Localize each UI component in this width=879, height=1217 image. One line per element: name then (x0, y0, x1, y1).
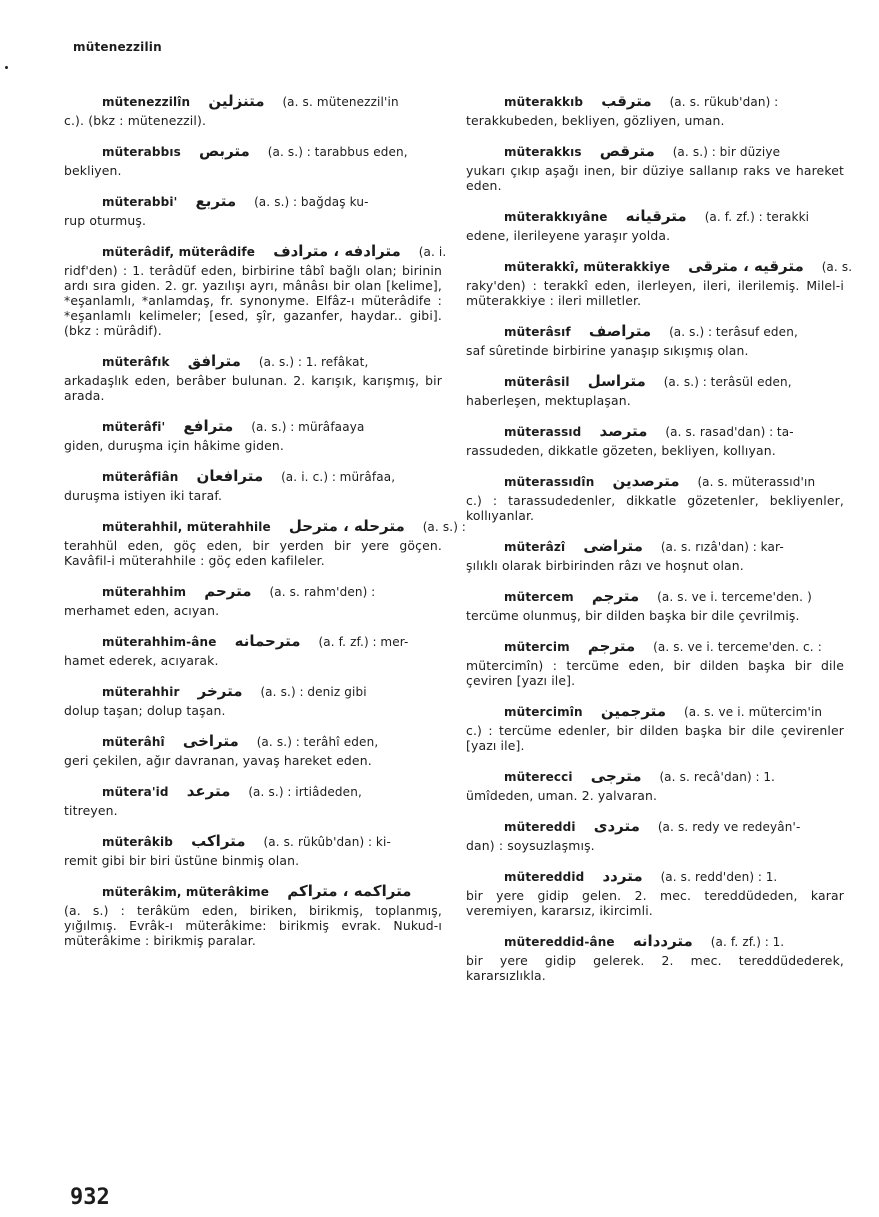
headword: müterabbi' (102, 195, 178, 209)
definition: ümîdeden, uman. 2. yalvaran. (466, 788, 658, 803)
arabic-script: مترجى (590, 767, 642, 785)
grammar-note: (a. s.) : bağdaş ku- (254, 195, 369, 209)
grammar-note: (a. s. ve i. terceme'den. c. : (653, 640, 822, 654)
definition: titreyen. (64, 803, 118, 818)
definition: (a. s.) : terâküm eden, biriken, birikmiş, toplanmış, yığılmış. Evrâk-ı müterâkime: birikmiş evrak. Nukud-ı müterâkime : birikmiş paralar. (64, 903, 442, 948)
arabic-script: متراصف (588, 322, 652, 340)
definition: rup oturmuş. (64, 213, 147, 228)
arabic-script: مترحله ، مترحل (288, 517, 405, 535)
arabic-script: مترافعان (196, 467, 264, 485)
entry-head (64, 242, 447, 261)
headword: müterâfık (102, 355, 170, 369)
definition: c.) : tarassudedenler, dikkatle gözetenler, bekliyenler, kollıyanlar. (466, 493, 844, 523)
arabic-script: مترحم (204, 582, 252, 600)
dictionary-entry (466, 372, 844, 408)
dictionary-entry (64, 467, 442, 503)
headword: müterâfiân (102, 470, 179, 484)
entry-head (466, 142, 844, 161)
headword: mütereddid (504, 870, 585, 884)
definition: geri çekilen, ağır davranan, yavaş hareket eden. (64, 753, 372, 768)
arabic-script: متربع (195, 192, 237, 210)
definition: hamet ederek, acıyarak. (64, 653, 219, 668)
dictionary-entry (64, 142, 442, 178)
grammar-note: (a. s.) : deniz gibi (260, 685, 367, 699)
definition: bekliyen. (64, 163, 122, 178)
grammar-note: (a. s. (821, 260, 853, 274)
entry-head (466, 92, 844, 111)
definition: terakkubeden, bekliyen, gözliyen, uman. (466, 113, 725, 128)
headword: müterakkî, müterakkiye (504, 260, 671, 274)
page-number: 932 (70, 1185, 110, 1210)
grammar-note: (a. i. (418, 245, 447, 259)
arabic-script: مترقص (599, 142, 655, 160)
entry-head (64, 517, 466, 536)
dictionary-entry (64, 242, 447, 338)
arabic-script: مترقب (601, 92, 652, 110)
arabic-script: مترددانه (632, 932, 693, 950)
dictionary-entry (466, 257, 853, 308)
grammar-note: (a. s.) : (422, 520, 466, 534)
headword: müterakkıyâne (504, 210, 608, 224)
arabic-script: متربص (198, 142, 250, 160)
arabic-script: مترصدين (612, 472, 680, 490)
dictionary-entry (466, 322, 844, 358)
grammar-note: (a. s.) : irtiâdeden, (248, 785, 362, 799)
arabic-script: مترخر (197, 682, 243, 700)
headword: mütereddid-âne (504, 935, 615, 949)
arabic-script: مترافع (183, 417, 234, 435)
headword: müterecci (504, 770, 573, 784)
definition: c.). (bkz : mütenezzil). (64, 113, 207, 128)
dictionary-entry (466, 207, 844, 243)
arabic-script: مترافق (187, 352, 241, 370)
headword: müterabbıs (102, 145, 181, 159)
headword: müterâsıf (504, 325, 571, 339)
grammar-note: (a. s. rükûb'dan) : ki- (263, 835, 391, 849)
definition: duruşma istiyen iki taraf. (64, 488, 223, 503)
definition: dolup taşan; dolup taşan. (64, 703, 226, 718)
dictionary-entry (466, 767, 844, 803)
entry-head (466, 472, 844, 491)
arabic-script: مترقيانه (625, 207, 687, 225)
entry-head (466, 587, 844, 606)
headword: müterahhil, müterahhile (102, 520, 271, 534)
entry-head (466, 422, 844, 441)
headword: müterakkıs (504, 145, 582, 159)
left-column (64, 92, 466, 962)
headword: mütercimîn (504, 705, 583, 719)
grammar-note: (a. s. ve i. mütercim'in (684, 705, 823, 719)
entry-head (466, 637, 844, 656)
grammar-note: (a. s. recâ'dan) : 1. (659, 770, 775, 784)
definition: c.) : tercüme edenler, bir dilden başka bir dile çevirenler [yazı ile]. (466, 723, 844, 753)
dictionary-entry (466, 932, 844, 983)
grammar-note: (a. s.) : 1. refâkat, (258, 355, 369, 369)
dictionary-entry (64, 882, 442, 948)
grammar-note: (a. f. zf.) : terakki (704, 210, 810, 224)
grammar-note: (a. s. redy ve redeyân'- (657, 820, 801, 834)
entry-head (64, 732, 442, 751)
entry-head (64, 417, 442, 436)
dictionary-entry (64, 417, 442, 453)
grammar-note: (a. s.) : terâsuf eden, (669, 325, 798, 339)
headword: müterassıd (504, 425, 582, 439)
grammar-note: (a. s. rahm'den) : (269, 585, 376, 599)
dictionary-entry (466, 867, 844, 918)
right-column (466, 92, 853, 997)
entry-head (64, 192, 442, 211)
grammar-note: (a. s. rasad'dan) : ta- (665, 425, 794, 439)
definition: raky'den) : terakkî eden, ilerleyen, ileri, ilerilemiş. Milel-i müterakkiye : ileri milletler. (466, 278, 844, 308)
arabic-script: مترجمين (600, 702, 667, 720)
headword: müterâkim, müterâkime (102, 885, 270, 899)
margin-mark (5, 66, 8, 69)
dictionary-entry (64, 682, 442, 718)
grammar-note: (a. s.) : mürâfaaya (251, 420, 365, 434)
headword: müterâfi' (102, 420, 166, 434)
arabic-script: مترعد (186, 782, 231, 800)
headword: müterâhî (102, 735, 165, 749)
grammar-note: (a. s.) : bir düziye (672, 145, 781, 159)
headword: müterâdif, müterâdife (102, 245, 256, 259)
entry-head (64, 782, 442, 801)
arabic-script: مترجم (591, 587, 640, 605)
dictionary-entry (466, 92, 844, 128)
grammar-note: (a. s.) : tarabbus eden, (267, 145, 408, 159)
arabic-script: مترجم (587, 637, 636, 655)
grammar-note: (a. f. zf.) : mer- (318, 635, 409, 649)
arabic-script: متردى (593, 817, 640, 835)
entry-head (466, 537, 844, 556)
grammar-note: (a. s. müterassıd'ın (697, 475, 816, 489)
dictionary-entry (64, 92, 442, 128)
dictionary-entry (466, 637, 844, 688)
arabic-script: متراكمه ، متراكم (287, 882, 412, 900)
dictionary-entry (64, 732, 442, 768)
definition: bir yere gidip gelen. 2. mec. tereddüdeden, karar veremiyen, kararsız, ikircimli. (466, 888, 844, 918)
headword: müterahhim (102, 585, 187, 599)
definition: dan) : soysuzlaşmış. (466, 838, 595, 853)
dictionary-entry (466, 537, 844, 573)
headword: müterahhim-âne (102, 635, 217, 649)
grammar-note: (a. s.) : terâsül eden, (663, 375, 792, 389)
entry-head (64, 142, 442, 161)
entry-head (466, 257, 853, 276)
dictionary-entry (466, 472, 844, 523)
dictionary-entry (64, 352, 442, 403)
grammar-note: (a. s.) : terâhî eden, (256, 735, 379, 749)
dictionary-entry (64, 782, 442, 818)
entry-head (466, 932, 844, 951)
headword: mütereddi (504, 820, 576, 834)
definition: bir yere gidip gelerek. 2. mec. tereddüdederek, kararsızlıkla. (466, 953, 844, 983)
entry-head (64, 352, 442, 371)
grammar-note: (a. s. rükub'dan) : (669, 95, 779, 109)
dictionary-entry (64, 517, 466, 568)
definition: giden, duruşma için hâkime giden. (64, 438, 284, 453)
grammar-note: (a. s. mütenezzil'in (282, 95, 399, 109)
arabic-script: مترحمانه (234, 632, 301, 650)
grammar-note: (a. s. rızâ'dan) : kar- (660, 540, 784, 554)
dictionary-entry (466, 817, 844, 853)
entry-head (466, 207, 844, 226)
arabic-script: متراسل (587, 372, 646, 390)
entry-head (64, 632, 442, 651)
entry-head (64, 92, 442, 111)
headword: müterassıdîn (504, 475, 595, 489)
definition: yukarı çıkıp aşağı inen, bir düziye sallanıp raks ve hareket eden. (466, 163, 844, 193)
headword: mütercem (504, 590, 574, 604)
entry-head (64, 882, 442, 901)
definition: haberleşen, mektuplaşan. (466, 393, 631, 408)
headword: müterakkıb (504, 95, 584, 109)
headword: müterâkib (102, 835, 173, 849)
entry-head (64, 582, 442, 601)
definition: tercüme olunmuş, bir dilden başka bir dile çevrilmiş. (466, 608, 800, 623)
entry-head (466, 322, 844, 341)
definition: ridf'den) : 1. terâdüf eden, birbirine tâbî bağlı olan; birinin ardı sıra giden. 2. gr. yazılışı ayrı, mânâsı bir olan [kelime], *eşanlamlı, *anlamdaş, fr. synonyme. Elfâz-ı müterâdife : *eşanlamlı kelimeler; [esed, şîr, gazanfer, haydar.. gibi]. (bkz : mürâdif). (64, 263, 442, 338)
arabic-script: متنزلين (208, 92, 265, 110)
entry-head (466, 767, 844, 786)
headword: mütenezzilîn (102, 95, 191, 109)
grammar-note: (a. s. redd'den) : 1. (660, 870, 778, 884)
dictionary-entry (466, 702, 844, 753)
entry-head (64, 682, 442, 701)
grammar-note: (a. i. c.) : mürâfaa, (281, 470, 396, 484)
dictionary-entry (466, 587, 844, 623)
dictionary-entry (64, 192, 442, 228)
arabic-script: متردد (602, 867, 643, 885)
dictionary-entry (64, 582, 442, 618)
headword: müterahhir (102, 685, 180, 699)
entry-head (466, 702, 844, 721)
entry-head (466, 867, 844, 886)
arabic-script: متراضى (583, 537, 643, 555)
definition: mütercimîn) : tercüme eden, bir dilden başka bir dile çeviren [yazı ile]. (466, 658, 844, 688)
dictionary-entry (466, 142, 844, 193)
dictionary-entry (64, 832, 442, 868)
arabic-script: متراكب (191, 832, 246, 850)
arabic-script: مترصد (599, 422, 648, 440)
headword: mütercim (504, 640, 570, 654)
entry-head (64, 467, 442, 486)
definition: edene, ilerileyene yaraşır yolda. (466, 228, 671, 243)
definition: şılıklı olarak birbirinden râzı ve hoşnut olan. (466, 558, 744, 573)
definition: arkadaşlık eden, berâber bulunan. 2. karışık, karışmış, bir arada. (64, 373, 442, 403)
headword: müterâsil (504, 375, 570, 389)
arabic-script: مترقيه ، مترقى (688, 257, 804, 275)
entry-head (466, 817, 844, 836)
running-head: mütenezzilin (73, 40, 162, 54)
headword: müterâzî (504, 540, 566, 554)
definition: rassudeden, dikkatle gözeten, bekliyen, kollıyan. (466, 443, 776, 458)
headword: mütera'id (102, 785, 169, 799)
definition: saf sûretinde birbirine yanaşıp sıkışmış olan. (466, 343, 749, 358)
definition: remit gibi bir biri üstüne binmiş olan. (64, 853, 300, 868)
definition: merhamet eden, acıyan. (64, 603, 220, 618)
definition: terahhül eden, göç eden, bir yerden bir yere göçen. Kavâfil-i müterahhile : göç eden kafileler. (64, 538, 442, 568)
arabic-script: مترادفه ، مترادف (273, 242, 401, 260)
dictionary-entry (64, 632, 442, 668)
grammar-note: (a. f. zf.) : 1. (710, 935, 785, 949)
arabic-script: متراخى (182, 732, 239, 750)
dictionary-entry (466, 422, 844, 458)
entry-head (64, 832, 442, 851)
grammar-note: (a. s. ve i. terceme'den. ) (657, 590, 812, 604)
entry-head (466, 372, 844, 391)
